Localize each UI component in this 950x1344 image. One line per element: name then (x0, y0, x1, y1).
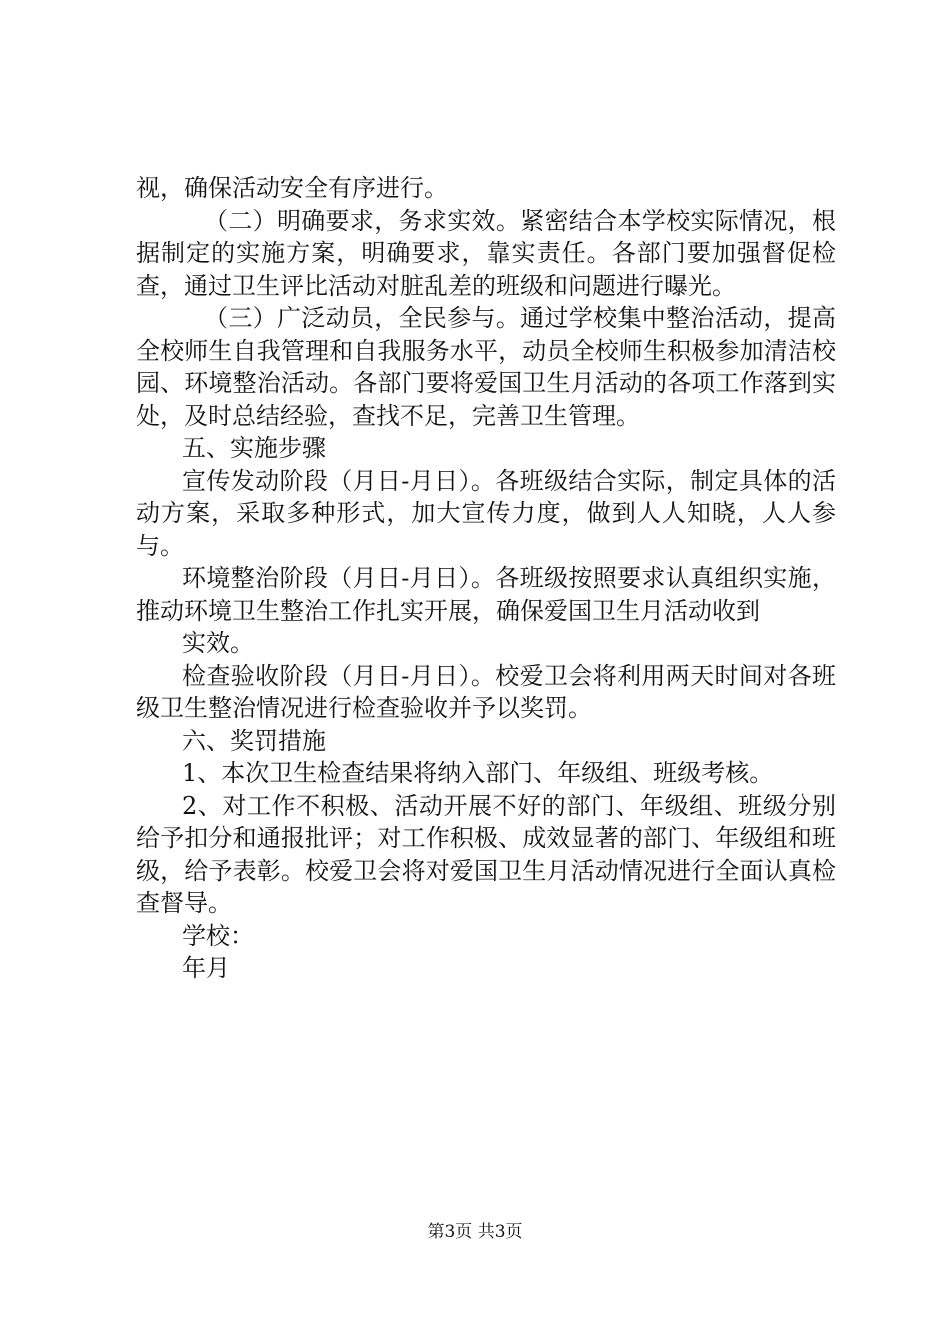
signature-date: 年月 (182, 954, 230, 982)
paragraph-step-rectification: 环境整治阶段（月日-月日）。各班级按照要求认真组织实施，推动环境卫生整治工作扎实开展，确保爱国卫生月活动收到 (136, 564, 836, 625)
signature-school: 学校： (182, 921, 254, 950)
paragraph-step-inspection: 检查验收阶段（月日-月日）。校爱卫会将利用两天时间对各班级卫生整治情况进行检查验收并予以奖罚。 (136, 661, 836, 722)
document-body (136, 172, 836, 985)
paragraph-requirement-3: （三）广泛动员，全民参与。通过学校集中整治活动，提高全校师生自我管理和自我服务水平，动员全校师生积极参加清洁校园、环境整治活动。各部门要将爱国卫生月活动的各项工作落到实处，及时总结经验，查找不足，完善卫生管理。 (136, 304, 836, 430)
paragraph-step-rectification-cont: 实效。 (182, 629, 254, 657)
section-heading-rewards: 六、奖罚措施 (182, 726, 326, 755)
paragraph-reward-2: 2、对工作不积极、活动开展不好的部门、年级组、班级分别给予扣分和通报批评；对工作积极、成效显著的部门、年级组和班级，给予表彰。校爱卫会将对爱国卫生月活动情况进行全面认真检查督导。 (136, 791, 836, 917)
paragraph-requirement-2: （二）明确要求，务求实效。紧密结合本学校实际情况，根据制定的实施方案，明确要求，靠实责任。各部门要加强督促检查，通过卫生评比活动对脏乱差的班级和问题进行曝光。 (136, 206, 836, 300)
paragraph-reward-1: 1、本次卫生检查结果将纳入部门、年级组、班级考核。 (182, 759, 774, 787)
paragraph-continuation: 视，确保活动安全有序进行。 (136, 174, 448, 202)
section-heading-steps: 五、实施步骤 (182, 434, 326, 462)
paragraph-step-publicity: 宣传发动阶段（月日-月日）。各班级结合实际，制定具体的活动方案，采取多种形式，加大宣传力度，做到人人知晓，人人参与。 (136, 466, 836, 560)
page-number: 第3页 共3页 (427, 1222, 523, 1242)
